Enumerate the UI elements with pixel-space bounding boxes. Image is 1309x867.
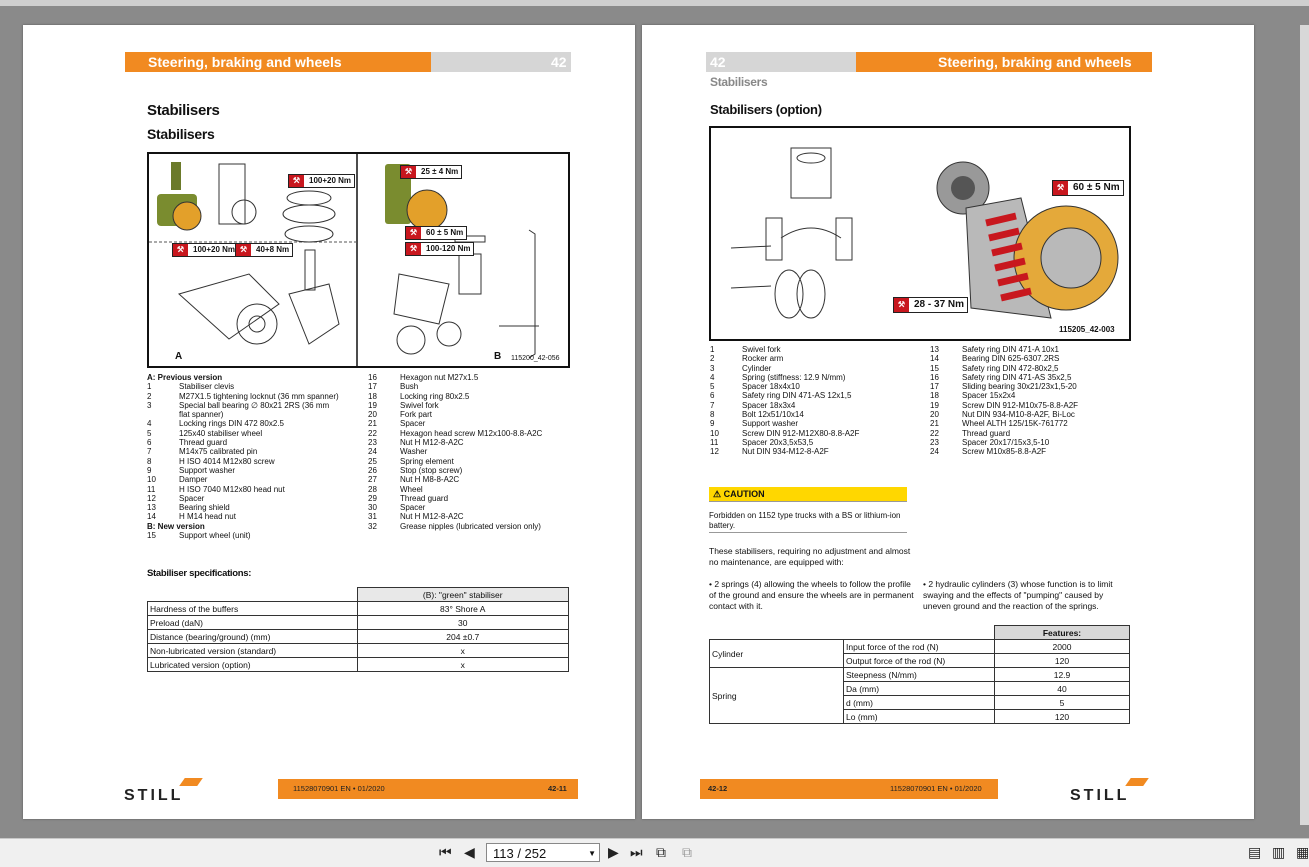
running-subtitle: Stabilisers — [710, 75, 768, 89]
list-item — [710, 354, 859, 363]
still-logo: STILL — [124, 787, 183, 805]
item-description: Nut DIN 934-M10-8-A2F, Bi-Loc — [962, 410, 1075, 420]
item-description: Support wheel (unit) — [179, 531, 251, 541]
table-row — [148, 644, 569, 658]
item-description: Bearing DIN 625-6307.2RS — [962, 354, 1060, 364]
item-number: 20 — [368, 410, 377, 420]
item-number: 23 — [930, 437, 939, 447]
list-item — [930, 419, 1078, 428]
logo-arc — [1125, 778, 1149, 786]
wrench-icon: ⚒ — [406, 227, 421, 239]
spec-table — [147, 587, 569, 672]
item-number: 14 — [930, 354, 939, 364]
item-number: 22 — [368, 428, 377, 438]
item-number: 6 — [710, 391, 715, 401]
section-title: Stabilisers (option) — [710, 102, 822, 117]
item-description: Nut DIN 934-M12-8-A2F — [742, 447, 829, 457]
list-item — [930, 438, 1078, 447]
header-title: Steering, braking and wheels — [148, 54, 342, 70]
item-description: Spring element — [400, 456, 454, 466]
item-description: M27X1.5 tightening locknut (36 mm spanner) — [179, 391, 339, 401]
features-table — [709, 625, 1130, 724]
single-page-view-icon[interactable]: ▤ — [1248, 845, 1262, 861]
list-item — [710, 345, 859, 354]
list-item — [710, 391, 859, 400]
item-description: Safety ring DIN 471-AS 35x2,5 — [962, 372, 1072, 382]
item-number: 16 — [368, 373, 377, 382]
list-item — [147, 392, 339, 401]
footer-code: 11528070901 EN • 01/2020 — [890, 784, 982, 793]
table-row — [710, 668, 1130, 682]
page-footer-bar — [278, 779, 578, 799]
wrench-icon: ⚒ — [173, 244, 188, 256]
logo-arc — [179, 778, 203, 786]
spec-table-header: (B): "green" stabiliser — [357, 588, 569, 602]
list-item — [930, 354, 1078, 363]
item-description: Nut H M12-8-A2C — [400, 438, 464, 448]
parts-list-right — [930, 345, 1078, 457]
list-item — [368, 373, 542, 382]
item-number: 10 — [147, 475, 156, 485]
list-item — [710, 419, 859, 428]
list-item — [147, 531, 339, 540]
item-number: 32 — [368, 521, 377, 531]
list-item — [930, 382, 1078, 391]
item-description: Support washer — [179, 465, 236, 475]
list-section-title: A: Previous version — [147, 373, 223, 382]
figure-label-a: A — [175, 351, 183, 362]
item-description: Damper — [179, 475, 208, 485]
header-gray-band — [706, 52, 856, 72]
item-number: 20 — [930, 410, 939, 420]
list-item — [147, 401, 339, 410]
item-number: 7 — [147, 447, 152, 457]
list-item — [930, 447, 1078, 456]
continuous-view-icon[interactable]: ▥ — [1272, 845, 1286, 861]
item-number: 7 — [710, 400, 715, 410]
list-item — [368, 401, 542, 410]
item-number: 9 — [710, 419, 715, 429]
item-description: Safety ring DIN 472-80x2,5 — [962, 363, 1059, 373]
wrench-icon: ⚒ — [1053, 181, 1068, 195]
item-number: 21 — [368, 419, 377, 429]
item-number: 25 — [368, 456, 377, 466]
item-description: H ISO 4014 M12x80 screw — [179, 456, 275, 466]
torque-label: ⚒ 60 ± 5 Nm — [1052, 180, 1124, 196]
item-number: 1 — [147, 382, 152, 392]
list-item — [147, 419, 339, 428]
item-number: 13 — [930, 345, 939, 354]
list-item — [368, 512, 542, 521]
fit-page-icon[interactable]: ⧉ — [656, 845, 666, 861]
stabiliser-option-figure — [709, 126, 1131, 341]
window-top-strip — [0, 0, 1309, 6]
item-description: Spacer 18x3x4 — [742, 400, 796, 410]
item-number: 16 — [930, 372, 939, 382]
list-item — [710, 447, 859, 456]
item-number: 31 — [368, 512, 377, 522]
item-description: Rocker arm — [742, 354, 784, 364]
list-item — [930, 364, 1078, 373]
first-page-icon[interactable]: ⏮ — [439, 845, 452, 861]
item-description: flat spanner) — [179, 410, 224, 420]
item-description: Spring (stiffness: 12.9 N/mm) — [742, 372, 846, 382]
torque-label: ⚒ 40+8 Nm — [235, 243, 293, 257]
table-cell: 120 — [995, 654, 1130, 668]
still-logo: STILL — [1070, 787, 1129, 805]
table-cell: Non-lubricated version (standard) — [148, 644, 358, 658]
item-description: Fork part — [400, 410, 433, 420]
spec-title: Stabiliser specifications: — [147, 568, 252, 579]
list-item — [147, 382, 339, 391]
document-page-right — [642, 25, 1254, 819]
item-number: 24 — [930, 447, 939, 457]
item-description: Cylinder — [742, 363, 772, 373]
header-title: Steering, braking and wheels — [938, 54, 1132, 70]
exploded-view-drawing — [149, 154, 568, 366]
item-description: Safety ring DIN 471-A 10x1 — [962, 345, 1059, 354]
item-number: 26 — [368, 465, 377, 475]
table-group-cell: Cylinder — [710, 640, 844, 668]
list-section-title: B: New version — [147, 521, 205, 531]
list-item — [147, 485, 339, 494]
list-item — [368, 475, 542, 484]
footer-page: 42-11 — [548, 784, 567, 793]
page-header — [706, 52, 1152, 72]
item-number: 21 — [930, 419, 939, 429]
parts-list-left — [710, 345, 859, 457]
pdf-viewer-toolbar — [0, 838, 1309, 867]
table-group-cell: Spring — [710, 668, 844, 724]
item-description: Spacer 20x17/15x3,5-10 — [962, 437, 1050, 447]
list-item — [710, 364, 859, 373]
item-number: 13 — [147, 503, 156, 513]
last-page-icon[interactable]: ⏭ — [630, 845, 643, 861]
item-number: 12 — [710, 447, 719, 457]
table-cell: 12.9 — [995, 668, 1130, 682]
item-number: 2 — [147, 391, 152, 401]
item-number: 5 — [710, 382, 715, 392]
item-description: Screw DIN 912-M12X80-8.8-A2F — [742, 428, 860, 438]
item-number: 27 — [368, 475, 377, 485]
torque-label: ⚒ 60 ± 5 Nm — [405, 226, 467, 240]
item-number: 24 — [368, 447, 377, 457]
item-description: Special ball bearing ∅ 80x21 2RS (36 mm — [179, 400, 330, 410]
item-number: 15 — [930, 363, 939, 373]
item-description: Thread guard — [179, 438, 228, 448]
item-description: Hexagon nut M27x1.5 — [400, 373, 479, 382]
list-item — [368, 457, 542, 466]
list-item — [710, 438, 859, 447]
item-description: H ISO 7040 M12x80 head nut — [179, 484, 285, 494]
torque-label: ⚒ 100-120 Nm — [405, 242, 474, 256]
chevron-down-icon[interactable]: ▼ — [588, 849, 596, 858]
item-number: 17 — [368, 382, 377, 392]
list-item — [368, 392, 542, 401]
item-description: M14x75 calibrated pin — [179, 447, 258, 457]
list-item — [368, 429, 542, 438]
item-description: Thread guard — [962, 428, 1011, 438]
table-cell: 83° Shore A — [357, 602, 569, 616]
item-number: 9 — [147, 465, 152, 475]
item-number: 11 — [710, 437, 719, 447]
table-cell: 2000 — [995, 640, 1130, 654]
item-description: H M14 head nut — [179, 512, 236, 522]
list-item — [930, 410, 1078, 419]
item-number: 30 — [368, 503, 377, 513]
list-item — [368, 382, 542, 391]
item-description: Spacer — [179, 493, 205, 503]
table-cell: Da (mm) — [844, 682, 995, 696]
list-item — [710, 429, 859, 438]
wrench-icon: ⚒ — [894, 298, 909, 312]
table-cell: Hardness of the buffers — [148, 602, 358, 616]
table-row — [710, 640, 1130, 654]
item-number: 3 — [147, 400, 152, 410]
divider — [709, 532, 907, 533]
item-description: Screw DIN 912-M10x75-8.8-A2F — [962, 400, 1079, 410]
list-item — [147, 447, 339, 456]
list-item — [147, 466, 339, 475]
item-number: 5 — [147, 428, 152, 438]
table-cell: x — [357, 658, 569, 672]
item-number: 28 — [368, 484, 377, 494]
item-description: Bolt 12x51/10x14 — [742, 410, 804, 420]
wrench-icon: ⚒ — [289, 175, 304, 187]
item-description: 125x40 stabiliser wheel — [179, 428, 263, 438]
list-item — [368, 466, 542, 475]
list-item — [147, 457, 339, 466]
item-number: 18 — [368, 391, 377, 401]
list-item — [368, 410, 542, 419]
item-number: 4 — [147, 419, 152, 429]
facing-view-icon[interactable]: ▦ — [1296, 845, 1309, 861]
table-cell: Input force of the rod (N) — [844, 640, 995, 654]
item-number: 11 — [147, 484, 156, 494]
list-item — [147, 512, 339, 521]
document-page-left — [23, 25, 635, 819]
divider — [709, 501, 907, 502]
item-description: Spacer — [400, 419, 426, 429]
list-item — [368, 447, 542, 456]
item-number: 18 — [930, 391, 939, 401]
item-number: 8 — [147, 456, 152, 466]
item-number: 8 — [710, 410, 715, 420]
torque-label: ⚒ 25 ± 4 Nm — [400, 165, 462, 179]
item-description: Spacer 15x2x4 — [962, 391, 1016, 401]
item-number: 6 — [147, 438, 152, 448]
item-number: 23 — [368, 438, 377, 448]
item-number: 19 — [930, 400, 939, 410]
list-item — [930, 391, 1078, 400]
item-number: 10 — [710, 428, 719, 438]
torque-label: ⚒ 28 - 37 Nm — [893, 297, 968, 313]
item-description: Spacer — [400, 503, 426, 513]
item-description: Nut H M12-8-A2C — [400, 512, 464, 522]
table-cell: 204 ±0.7 — [357, 630, 569, 644]
item-description: Hexagon head screw M12x100-8.8-A2C — [400, 428, 543, 438]
item-description: Nut H M8-8-A2C — [400, 475, 460, 485]
list-item — [710, 410, 859, 419]
item-description: Safety ring DIN 471-AS 12x1,5 — [742, 391, 852, 401]
header-page-number: 42 — [551, 54, 567, 70]
list-item — [368, 503, 542, 512]
list-item — [368, 522, 542, 531]
list-item — [147, 438, 339, 447]
intro-paragraph: These stabilisers, requiring no adjustment and almost no maintenance, are equipped with: — [709, 546, 911, 567]
list-item — [147, 494, 339, 503]
item-description: Spacer 20x3,5x53,5 — [742, 437, 814, 447]
list-item — [930, 429, 1078, 438]
bullet-cylinders: • 2 hydraulic cylinders (3) whose function is to limit swaying and the effects of "pumping" caused by uneven ground and the reaction of the springs. — [923, 579, 1113, 611]
table-cell: d (mm) — [844, 696, 995, 710]
table-row — [148, 630, 569, 644]
item-description: Locking ring 80x2.5 — [400, 391, 470, 401]
table-cell: Preload (daN) — [148, 616, 358, 630]
item-description: Bearing shield — [179, 503, 230, 513]
item-number: 3 — [710, 363, 715, 373]
item-number: 17 — [930, 382, 939, 392]
item-description: Swivel fork — [742, 345, 781, 354]
torque-label: ⚒ 100+20 Nm — [172, 243, 239, 257]
item-description: Spacer 18x4x10 — [742, 382, 800, 392]
caution-label: CAUTION — [723, 489, 765, 499]
list-item — [930, 345, 1078, 354]
features-header: Features: — [995, 626, 1130, 640]
wrench-icon: ⚒ — [406, 243, 421, 255]
page-header — [125, 52, 571, 72]
table-cell: Lubricated version (option) — [148, 658, 358, 672]
bullet-springs: • 2 springs (4) allowing the wheels to follow the profile of the ground and ensure the wheels are in permanent contact with it. — [709, 579, 914, 611]
table-cell: 5 — [995, 696, 1130, 710]
item-description: Washer — [400, 447, 428, 457]
table-cell: Steepness (N/mm) — [844, 668, 995, 682]
list-item — [147, 475, 339, 484]
caution-banner: ⚠ CAUTION — [709, 487, 907, 501]
table-cell: Lo (mm) — [844, 710, 995, 724]
previous-page-icon[interactable]: ◀ — [464, 845, 475, 861]
item-number: 22 — [930, 428, 939, 438]
footer-code: 11528070901 EN • 01/2020 — [293, 784, 385, 793]
table-row — [148, 616, 569, 630]
table-cell: Distance (bearing/ground) (mm) — [148, 630, 358, 644]
figure-label-b: B — [494, 351, 502, 362]
parts-list-b — [368, 373, 542, 531]
table-cell: Output force of the rod (N) — [844, 654, 995, 668]
list-item — [368, 419, 542, 428]
list-item — [710, 373, 859, 382]
figure-reference: 115205_42-003 — [1059, 325, 1115, 334]
list-item — [930, 401, 1078, 410]
item-number: 1 — [710, 345, 715, 354]
item-description: Swivel fork — [400, 400, 439, 410]
item-number: 29 — [368, 493, 377, 503]
list-item — [930, 373, 1078, 382]
table-cell: 120 — [995, 710, 1130, 724]
item-description: Screw M10x85-8.8-A2F — [962, 447, 1047, 457]
figure-reference: 115200_42-056 — [511, 355, 560, 362]
item-description: Sliding bearing 30x21/23x1,5-20 — [962, 382, 1077, 392]
vertical-scrollbar[interactable] — [1300, 25, 1309, 825]
item-description: Locking rings DIN 472 80x2.5 — [179, 419, 284, 429]
item-description: Support washer — [742, 419, 799, 429]
item-description: Wheel ALTH 125/15K-761772 — [962, 419, 1068, 429]
subsection-title: Stabilisers — [147, 126, 215, 142]
page-footer-bar — [700, 779, 998, 799]
item-description: Thread guard — [400, 493, 449, 503]
item-number: 4 — [710, 372, 715, 382]
page-number-field[interactable]: 113 / 252 ▼ — [486, 843, 600, 862]
list-item — [368, 438, 542, 447]
table-row — [148, 602, 569, 616]
list-item — [368, 494, 542, 503]
table-cell: x — [357, 644, 569, 658]
list-item — [147, 503, 339, 512]
section-title: Stabilisers — [147, 102, 220, 119]
wrench-icon: ⚒ — [401, 166, 416, 178]
item-description: Wheel — [400, 484, 423, 494]
list-item — [710, 401, 859, 410]
parts-list-a — [147, 373, 339, 540]
item-description: Bush — [400, 382, 419, 392]
two-page-icon[interactable]: ⧉ — [682, 845, 692, 861]
list-item — [368, 485, 542, 494]
item-number: 12 — [147, 493, 156, 503]
header-gray-band — [431, 52, 571, 72]
item-number: 14 — [147, 512, 156, 522]
footer-page: 42-12 — [708, 784, 728, 793]
header-page-number: 42 — [710, 54, 726, 70]
item-number: 2 — [710, 354, 715, 364]
table-row — [148, 658, 569, 672]
stabiliser-figure — [147, 152, 570, 368]
table-cell: 30 — [357, 616, 569, 630]
item-description: Stabiliser clevis — [179, 382, 235, 392]
list-item — [147, 429, 339, 438]
item-description: Grease nipples (lubricated version only) — [400, 521, 541, 531]
item-description: Stop (stop screw) — [400, 465, 463, 475]
wrench-icon: ⚒ — [236, 244, 251, 256]
next-page-icon[interactable]: ▶ — [608, 845, 619, 861]
item-number: 15 — [147, 531, 156, 541]
caution-text: Forbidden on 1152 type trucks with a BS or lithium-ion battery. — [709, 511, 901, 530]
table-cell: 40 — [995, 682, 1130, 696]
torque-label: ⚒ 100+20 Nm — [288, 174, 355, 188]
item-number: 19 — [368, 400, 377, 410]
list-item — [710, 382, 859, 391]
list-item — [147, 410, 339, 419]
